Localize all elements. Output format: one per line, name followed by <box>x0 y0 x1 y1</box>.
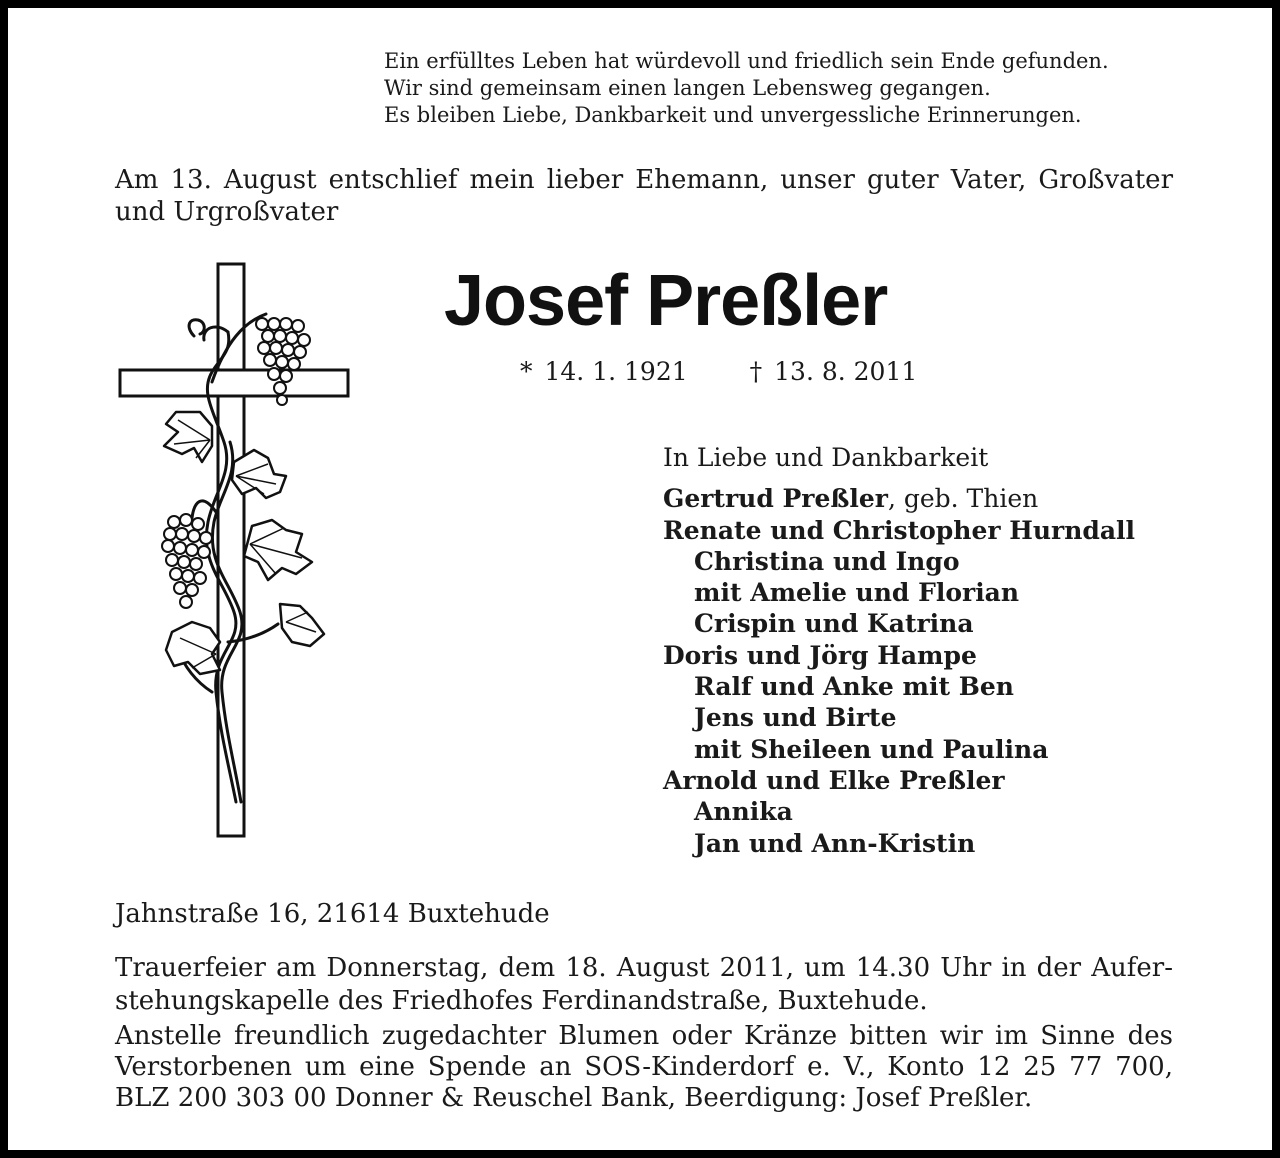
mourner-line: Christina und Ingo <box>694 546 960 576</box>
motto-line-3: Es bleiben Liebe, Dankbarkeit und unvergessliche Erinnerungen. <box>384 103 1082 127</box>
donation-text: Anstelle freundlich zugedachter Blumen oder Kränze bitten wir im Sinne des Verstorbenen um eine Spende an SOS-Kinderdorf e. V., Konto 12 25 77 700, BLZ 200 303 00 Donner & Reuschel Bank, Beerdigung: Josef Preßler. <box>115 1021 1173 1113</box>
mourner-line: Arnold und Elke Preßler <box>663 765 1005 795</box>
funeral-service-text: Trauerfeier am Donnerstag, dem 18. August 2011, um 14.30 Uhr in der Auferstehungskapelle des Friedhofes Ferdinandstraße, Buxtehude. <box>115 953 1173 1016</box>
mourner-line: Renate und Christopher Hurndall <box>663 515 1136 545</box>
mourner-line: Jan und Ann-Kristin <box>694 828 976 858</box>
life-dates <box>520 356 917 388</box>
death-symbol: † <box>749 357 763 386</box>
mourner-line: Crispin und Katrina <box>694 609 974 639</box>
mourner-line: mit Amelie und Florian <box>694 578 1020 608</box>
death-date: 13. 8. 2011 <box>774 357 918 386</box>
mourner-line: Ralf und Anke mit Ben <box>694 672 1014 702</box>
mourner-name: Gertrud Preßler <box>663 484 888 514</box>
mourners-list <box>663 442 1135 859</box>
deceased-name: Josef Preßler <box>444 261 888 341</box>
birth-date: 14. 1. 1921 <box>544 357 688 386</box>
mourner-line <box>663 483 1135 514</box>
mourner-line: mit Sheileen und Paulina <box>694 734 1049 764</box>
mourners-intro: In Liebe und Dankbarkeit <box>663 443 989 472</box>
intro-text: Am 13. August entschlief mein lieber Ehemann, unser guter Vater, Großvater und Urgroßvater <box>115 165 1173 227</box>
obituary-notice <box>8 8 1272 1150</box>
motto-line-1: Ein erfülltes Leben hat würdevoll und friedlich sein Ende gefunden. <box>384 49 1109 73</box>
mourner-extra: , geb. Thien <box>887 484 1039 514</box>
mourner-line: Annika <box>694 797 793 827</box>
cross-with-grapevine-icon <box>116 262 356 842</box>
birth-symbol: * <box>520 357 533 386</box>
motto-verse <box>384 48 1109 129</box>
motto-line-2: Wir sind gemeinsam einen langen Lebensweg gegangen. <box>384 76 991 100</box>
mourner-line: Doris und Jörg Hampe <box>663 640 977 670</box>
mourner-line: Jens und Birte <box>694 703 897 733</box>
address: Jahnstraße 16, 21614 Buxtehude <box>115 899 550 929</box>
